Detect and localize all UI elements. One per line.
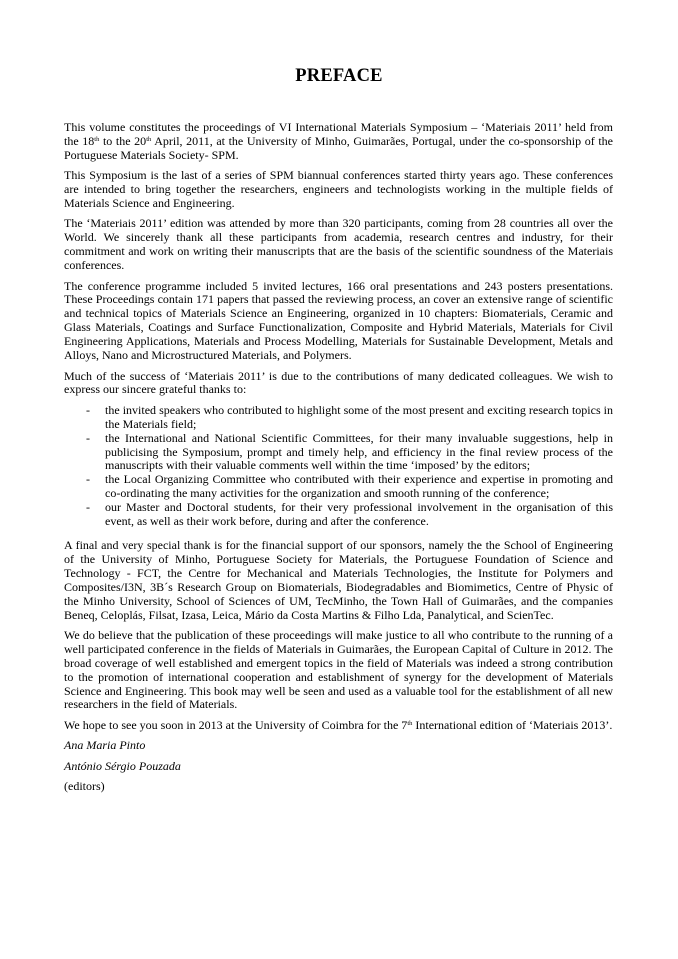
- preface-body: [64, 121, 613, 800]
- bullet-dash: -: [86, 430, 90, 445]
- editor-signature-2: António Sérgio Pouzada: [64, 758, 181, 773]
- superscript-th: th: [94, 135, 100, 143]
- superscript-th: th: [407, 719, 413, 727]
- paragraph-sponsors: A final and very special thank is for the financial support of our sponsors, namely the the School of Engineering of the University of Minho, Portuguese Society for Materials, the Portuguese Foundation of Science and Technology - FCT, the Centre for Mechanical and Materials Technologies, the Institute for Polymers and Composites/I3N, 3B´s Research Group on Biomaterials, Biodegradables and Biomimetics, Centre of Physic of the Minho University, School of Sciences of UM, TecMinho, the Town Hall of Guimarães, and the companies Beneq, Celoplás, Filsat, Izasa, Leica, Mário da Costa Martins & Filho Lda, Panalytical, and ScienTec.: [64, 537, 613, 622]
- paragraph-next-edition-text-b: International edition of ‘Materiais 2013’.: [412, 717, 613, 732]
- paragraph-intro-text-c: April, 2011, at the University of Minho, Guimarães, Portugal, under the co-sponsorship of the Portuguese Materials Society- SPM.: [64, 133, 613, 162]
- paragraph-thanks-intro: Much of the success of ‘Materiais 2011’ is due to the contributions of many dedicated colleagues. We wish to express our sincere grateful thanks to:: [64, 368, 613, 397]
- paragraph-symposium-series: This Symposium is the last of a series of SPM biannual conferences started thirty years ago. These conferences are intended to bring together the researchers, engineers and technologists working in the multiple fields of Materials Science and Engineering.: [64, 168, 613, 211]
- list-item-text: the International and National Scientific Committees, for their many invaluable suggestions, help in publicising the Symposium, prompt and timely help, and efficiency in the final review process of the manuscripts with their valuable comments well within the time ‘imposed’ by the editors;: [105, 430, 613, 473]
- editor-signature-1: Ana Maria Pinto: [64, 738, 146, 753]
- list-item-text: our Master and Doctoral students, for their very professional involvement in the organisation of this event, as well as their work before, during and after the conference.: [105, 500, 613, 529]
- paragraph-next-edition: [64, 719, 613, 733]
- paragraph-intro: [64, 121, 613, 163]
- list-item: [64, 473, 613, 501]
- paragraph-intro-text-b: to the 20: [99, 133, 147, 148]
- thanks-list: [64, 404, 613, 529]
- superscript-th: th: [146, 135, 152, 143]
- paragraph-intro-text-a: This volume constitutes the proceedings of VI International Materials Symposium – ‘Materiais 2011’ held from the 18: [64, 120, 613, 148]
- list-item: [64, 501, 613, 529]
- bullet-dash: -: [86, 472, 90, 487]
- paragraph-next-edition-text-a: We hope to see you soon in 2013 at the University of Coimbra for the 7: [64, 717, 408, 732]
- editors-label: (editors): [64, 779, 105, 794]
- paragraph-programme: The conference programme included 5 invited lectures, 166 oral presentations and 243 posters presentations. These Proceedings contain 171 papers that passed the reviewing process, an cover an extensive range of scientific and technical topics of Materials Science an Engineering, organized in 10 chapters: Biomaterials, Ceramic and Glass Materials, Coatings and Surface Functionalization, Composite and Hybrid Materials, Materials for Civil Engineering Applications, Materials and Process Modelling, Materials for Sustainable Development, Metals and Alloys, Nano and Microstructured Materials, and Polymers.: [64, 278, 613, 363]
- list-item: [64, 432, 613, 474]
- list-item: [64, 404, 613, 432]
- page-title: PREFACE: [295, 66, 383, 86]
- paragraph-closing: We do believe that the publication of these proceedings will make justice to all who contribute to the running of a well participated conference in the fields of Materials in Guimarães, the European Capital of Culture in 2012. The broad coverage of well established and emergent topics in the field of Materials was indeed a strong contribution to the promotion of international cooperation and establishment of synergy for the development of Materials Science and Engineering. This book may well be seen and used as a valuable tool for the establishment of all new researchers in the field of Materials.: [64, 627, 613, 712]
- bullet-dash: -: [86, 402, 90, 417]
- bullet-dash: -: [86, 500, 90, 515]
- list-item-text: the Local Organizing Committee who contributed with their experience and expertise in promoting and co-ordinating the many activities for the organization and smooth running of the conference;: [105, 472, 613, 501]
- list-item-text: the invited speakers who contributed to highlight some of the most present and exciting research topics in the Materials field;: [105, 402, 613, 431]
- paragraph-attendance: The ‘Materiais 2011’ edition was attended by more than 320 participants, coming from 28 countries all over the World. We sincerely thank all these participants from academia, research centres and industry, for their commitment and work on writing their manuscripts that are the basis of the scientific soundness of the Materiais conferences.: [64, 216, 613, 273]
